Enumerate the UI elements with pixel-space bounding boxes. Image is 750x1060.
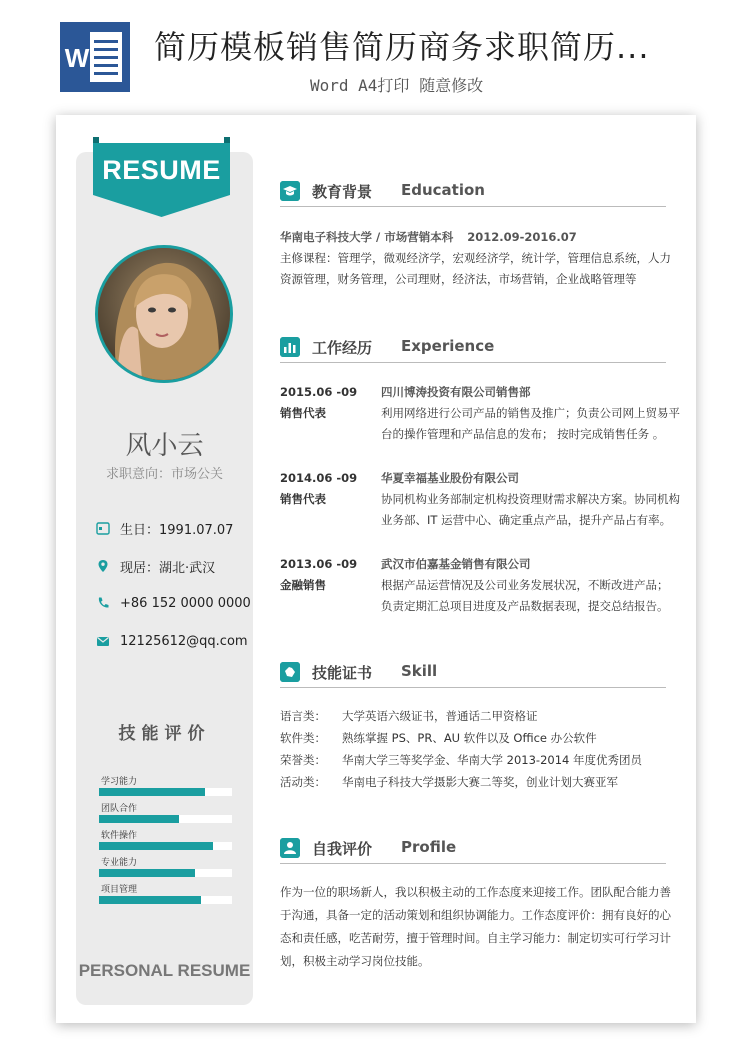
experience-header bbox=[280, 337, 666, 363]
profile-title-en: Profile bbox=[401, 838, 457, 856]
info-email[interactable] bbox=[96, 631, 248, 651]
personal-resume-footer: PERSONAL RESUME bbox=[78, 961, 251, 980]
ribbon-label: RESUME bbox=[102, 155, 221, 185]
skill-row-key: 活动类： bbox=[280, 775, 326, 789]
job-role: 金融销售 bbox=[280, 578, 326, 592]
education-courses-line2: 资源管理，财务管理，公司理财，经济法，市场营销，企业战略管理等 bbox=[280, 272, 637, 286]
profile-line: 作为一位的职场新人，我以积极主动的工作态度来迎接工作。团队配合能力善 bbox=[280, 885, 671, 899]
phone-text: +86 152 0000 0000 bbox=[120, 595, 251, 611]
skill-row-value: 华南电子科技大学摄影大赛二等奖，创业计划大赛亚军 bbox=[342, 775, 618, 789]
skill-label: 软件操作 bbox=[101, 831, 138, 841]
graduation-cap-icon bbox=[280, 181, 300, 201]
experience-title-cn: 工作经历 bbox=[312, 339, 373, 357]
info-location bbox=[96, 556, 215, 576]
skill-label: 项目管理 bbox=[101, 885, 138, 895]
job-desc-line1: 利用网络进行公司产品的销售及推广；负责公司网上贸易平 bbox=[381, 406, 680, 420]
job-company: 武汉市伯嘉基金销售有限公司 bbox=[381, 557, 531, 571]
skill-label: 学习能力 bbox=[101, 777, 138, 787]
skill-title-en: Skill bbox=[401, 662, 438, 680]
profile-line: 于沟通，具备一定的活动策划和组织协调能力。工作态度评价：拥有良好的心 bbox=[280, 908, 671, 922]
skill-header bbox=[280, 662, 666, 688]
job-role: 销售代表 bbox=[280, 406, 326, 420]
education-title-en: Education bbox=[401, 181, 485, 199]
education-header bbox=[280, 181, 666, 207]
document-title: 简历模板销售简历商务求职简历... bbox=[154, 28, 650, 66]
job-date: 2013.06 -09 bbox=[280, 557, 358, 571]
candidate-name: 风小云 bbox=[125, 431, 204, 461]
skill-label: 专业能力 bbox=[101, 858, 138, 868]
info-birthday bbox=[96, 518, 233, 538]
skill-bar-fill bbox=[99, 896, 201, 904]
word-letter: W bbox=[64, 43, 90, 73]
experience-title-en: Experience bbox=[401, 337, 495, 355]
word-document-icon bbox=[60, 22, 130, 92]
skill-row-value: 华南大学三等奖学金、华南大学 2013-2014 年度优秀团员 bbox=[342, 753, 642, 767]
skill-bar-track bbox=[99, 869, 232, 877]
birthday-text: 生日：1991.07.07 bbox=[120, 522, 234, 538]
job-date: 2015.06 -09 bbox=[280, 385, 358, 399]
skills-rating-title: 技能评价 bbox=[118, 724, 211, 744]
phone-icon bbox=[96, 596, 110, 610]
skill-bar-fill bbox=[99, 842, 213, 850]
location-pin-icon bbox=[96, 559, 110, 573]
email-text: 12125612@qq.com bbox=[120, 633, 248, 649]
info-phone[interactable] bbox=[96, 593, 251, 613]
job-company: 华夏幸福基业股份有限公司 bbox=[381, 471, 519, 485]
job-desc-line2: 负责定期汇总项目进度及产品数据表现，提交总结报告。 bbox=[381, 599, 669, 613]
job-role: 销售代表 bbox=[280, 492, 326, 506]
skill-bar-track bbox=[99, 815, 232, 823]
profile-line: 态和责任感，吃苦耐劳，擅于管理时间。自主学习能力：制定切实可行学习计 bbox=[280, 931, 671, 945]
bar-chart-icon bbox=[280, 337, 300, 357]
job-company: 四川博涛投资有限公司销售部 bbox=[381, 385, 531, 399]
email-icon bbox=[96, 634, 110, 648]
skill-row-key: 软件类： bbox=[280, 731, 326, 745]
document-subtitle: Word A4打印 随意修改 bbox=[310, 76, 484, 95]
user-icon bbox=[280, 838, 300, 858]
job-desc-line2: 业务部、IT 运营中心、确定重点产品，提升产品占有率。 bbox=[381, 513, 672, 527]
skill-row-value: 熟练掌握 PS、PR、AU 软件以及 Office 办公软件 bbox=[342, 731, 597, 745]
document-header bbox=[0, 0, 750, 110]
hand-icon bbox=[280, 662, 300, 682]
skill-bar-track bbox=[99, 896, 232, 904]
job-desc-line1: 协同机构业务部制定机构投资理财需求解决方案。协同机构 bbox=[381, 492, 680, 506]
skill-title-cn: 技能证书 bbox=[312, 664, 373, 682]
education-school: 华南电子科技大学 / 市场营销本科 2012.09-2016.07 bbox=[280, 230, 577, 244]
skill-bar-track bbox=[99, 788, 232, 796]
job-desc-line1: 根据产品运营情况及公司业务发展状况，不断改进产品； bbox=[381, 578, 669, 592]
resume-page bbox=[56, 115, 696, 1023]
education-title-cn: 教育背景 bbox=[312, 183, 373, 201]
location-text: 现居：湖北·武汉 bbox=[120, 560, 216, 576]
education-courses-line1: 主修课程：管理学，微观经济学，宏观经济学，统计学，管理信息系统，人力 bbox=[280, 251, 671, 265]
job-desc-line2: 台的操作管理和产品信息的发布； 按时完成销售任务 。 bbox=[381, 427, 665, 441]
avatar bbox=[95, 245, 233, 383]
skill-label: 团队合作 bbox=[101, 804, 138, 814]
profile-header bbox=[280, 838, 666, 864]
portrait-image bbox=[98, 248, 230, 380]
skill-row-key: 语言类： bbox=[280, 709, 326, 723]
skill-bar-track bbox=[99, 842, 232, 850]
skill-bar-fill bbox=[99, 788, 205, 796]
profile-line: 划，积极主动学习岗位技能。 bbox=[280, 954, 430, 968]
job-intent: 求职意向：市场公关 bbox=[105, 467, 223, 482]
job-date: 2014.06 -09 bbox=[280, 471, 358, 485]
skill-bar-fill bbox=[99, 869, 195, 877]
skill-row-value: 大学英语六级证书，普通话二甲资格证 bbox=[342, 709, 538, 723]
skill-bar-fill bbox=[99, 815, 179, 823]
profile-title-cn: 自我评价 bbox=[312, 840, 373, 858]
calendar-icon bbox=[96, 521, 110, 535]
skill-row-key: 荣誉类： bbox=[280, 753, 326, 767]
